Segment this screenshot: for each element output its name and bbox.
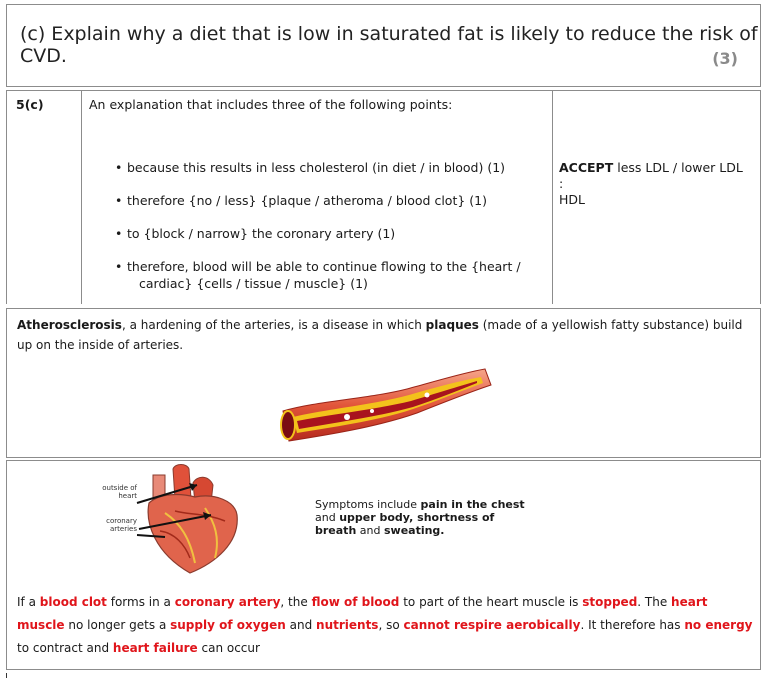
label-coronary-arteries: coronary arteries <box>106 517 137 533</box>
column-divider <box>81 91 82 304</box>
atherosclerosis-text: Atherosclerosis, a hardening of the arteries, is a disease in which plaques (made of a yellowish fatty substance) build up on the inside of arteries. <box>17 318 743 352</box>
column-divider <box>552 91 553 304</box>
question-text: (c) Explain why a diet that is low in saturated fat is likely to reduce the risk of CVD. <box>20 23 758 67</box>
markscheme-point: • because this results in less cholesterol (in diet / in blood) (1) <box>115 160 506 175</box>
question-box <box>6 4 761 87</box>
text-cursor <box>6 673 7 678</box>
artery-plaque-illustration <box>277 365 497 447</box>
markscheme-point: • to {block / narrow} the coronary artery (1) <box>115 226 396 241</box>
heart-box <box>6 460 761 670</box>
markscheme-point: • therefore {no / less} {plaque / atheroma / blood clot} (1) <box>115 193 487 208</box>
heart-diagram-illustration <box>135 463 255 578</box>
markscheme-number: 5(c) <box>16 97 44 112</box>
blood-clot-explanation: If a blood clot forms in a coronary artery, the flow of blood to part of the heart muscle is stopped. The heart muscle no longer gets a supply of oxygen and nutrients, so cannot respire aerobically. It therefore has no energy to contract and heart failure can occur <box>17 595 753 655</box>
label-outside-of-heart: outside of heart <box>102 484 137 500</box>
atherosclerosis-box <box>6 308 761 458</box>
markscheme-intro: An explanation that includes three of the following points: <box>89 97 453 112</box>
symptoms-text: Symptoms include pain in the chest and upper body, shortness of breath and sweating. <box>315 498 525 537</box>
markscheme-accept: ACCEPT less LDL / lower LDL : HDL <box>559 160 743 207</box>
question-marks: (3) <box>712 49 738 68</box>
markscheme-point: • therefore, blood will be able to continue flowing to the {heart / cardiac} {cells / tissue / muscle} (1) <box>115 259 521 291</box>
markscheme-table <box>6 90 761 304</box>
